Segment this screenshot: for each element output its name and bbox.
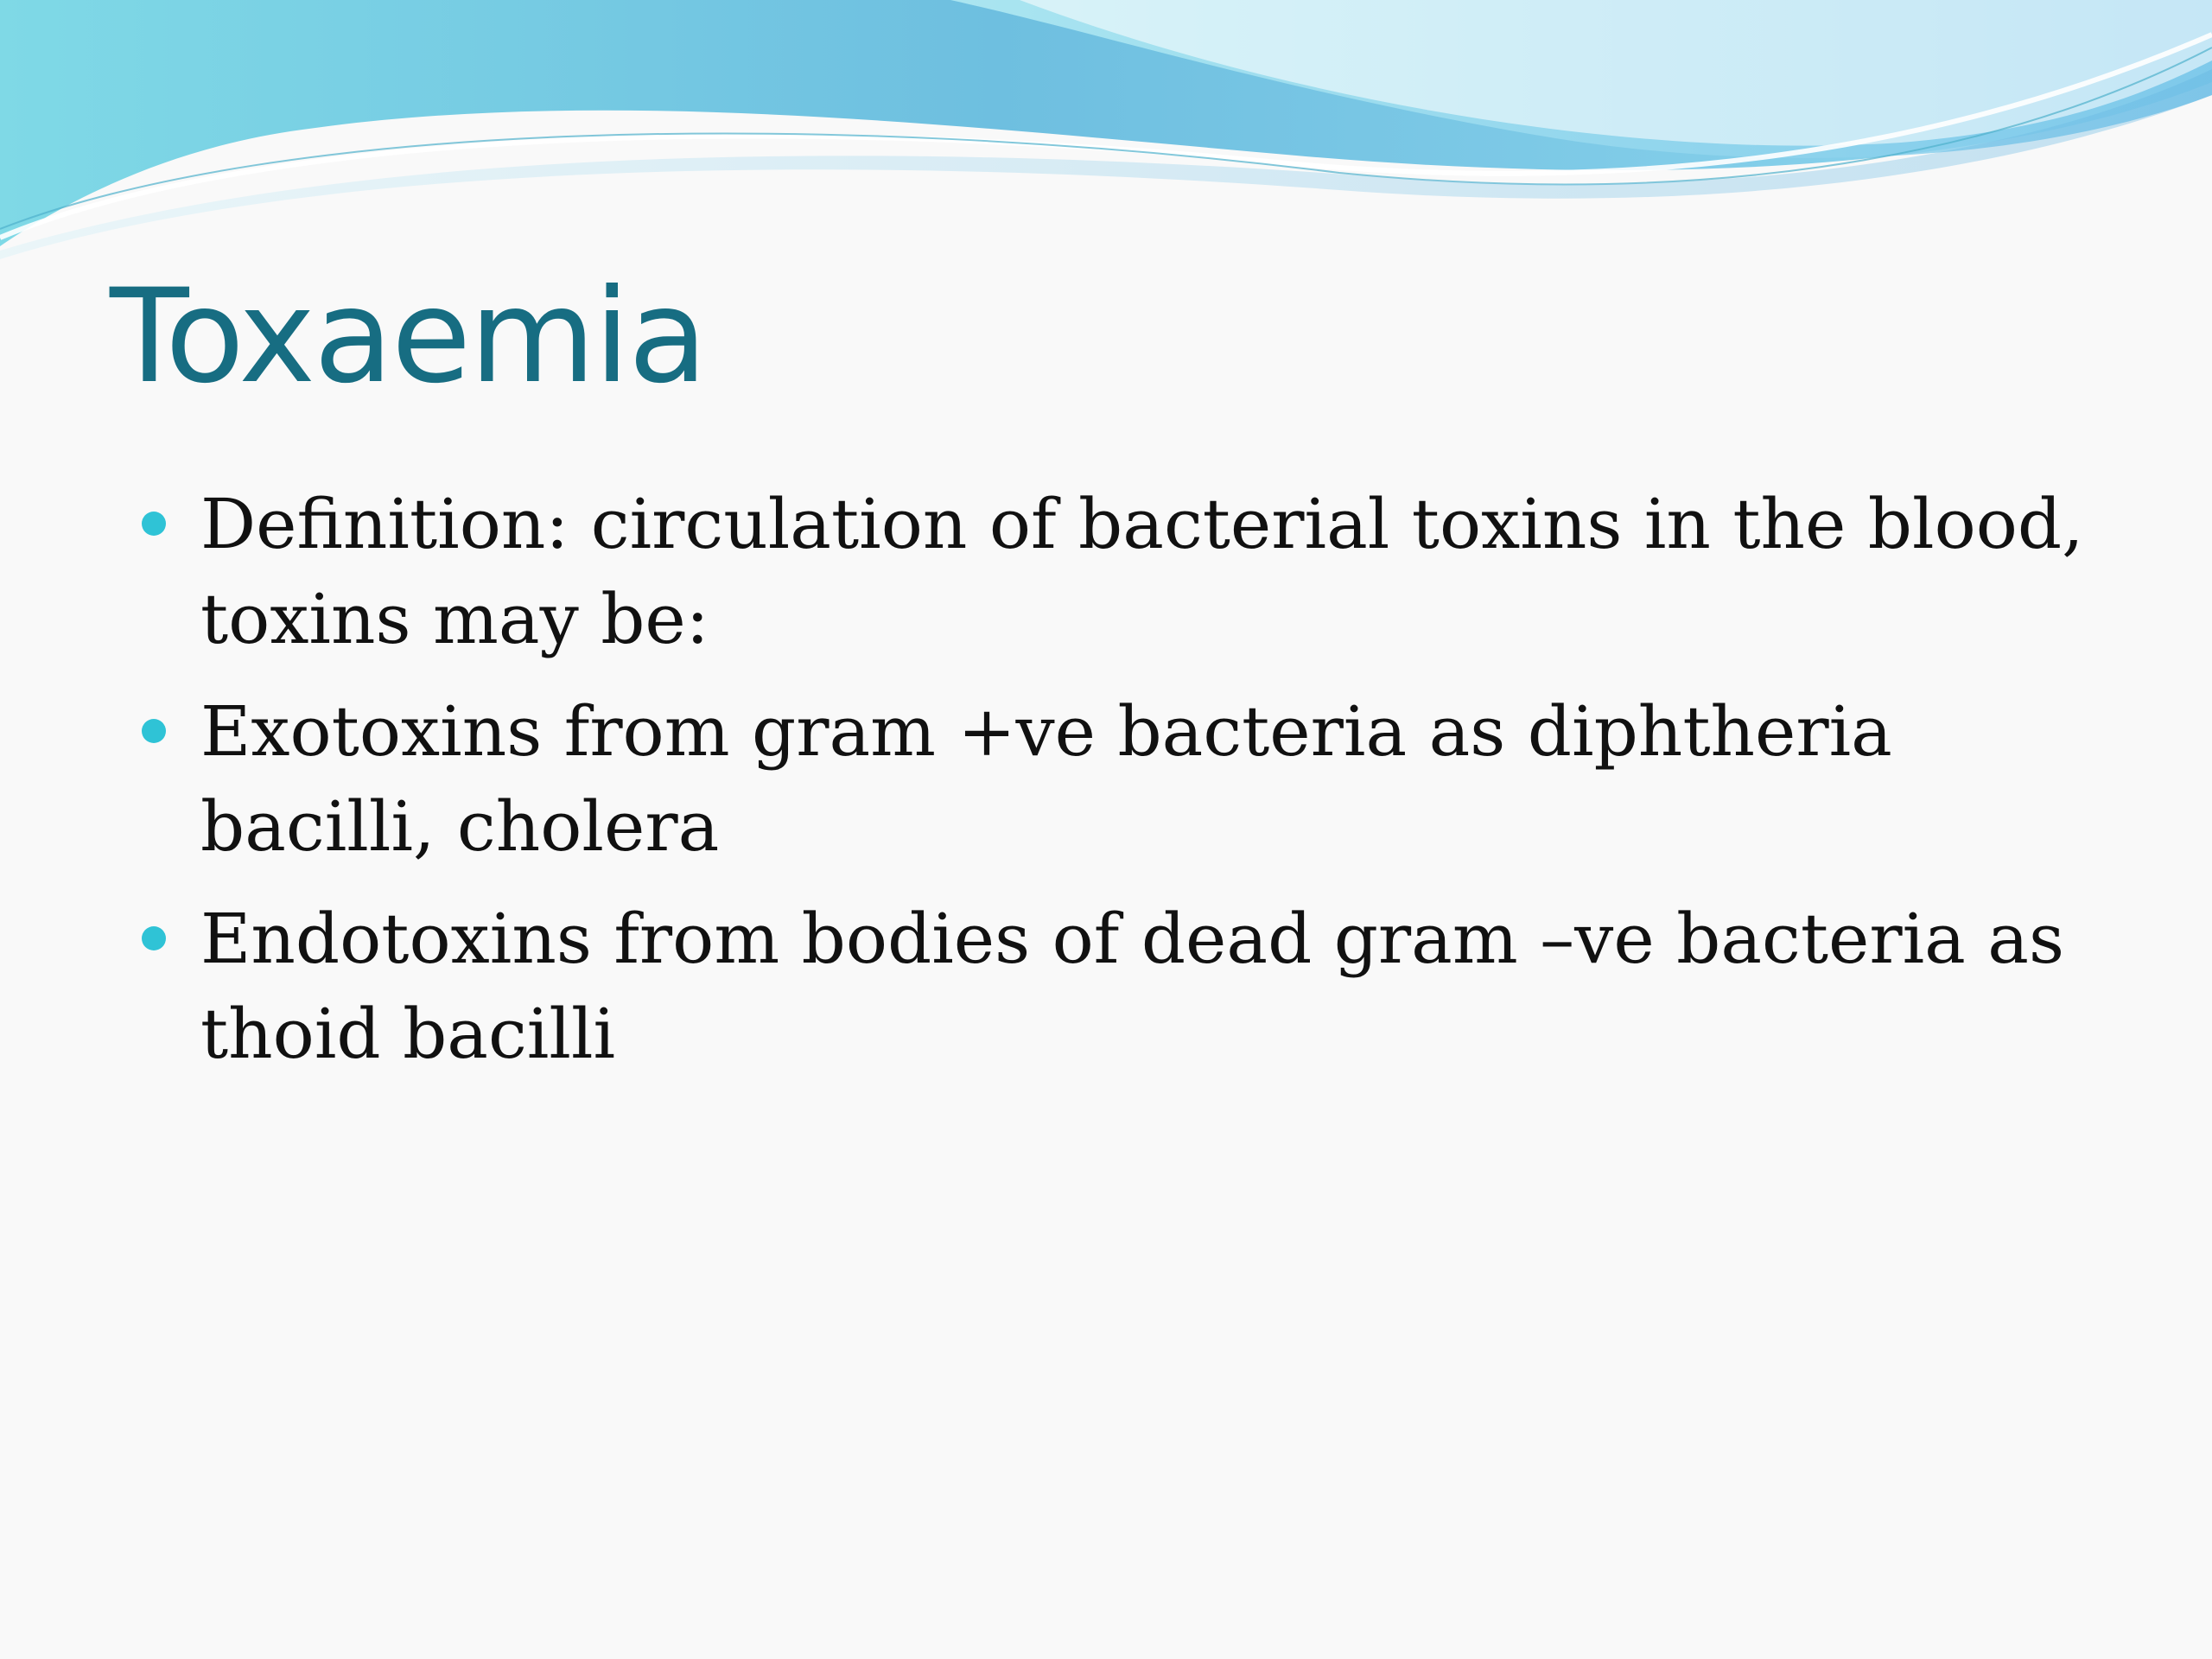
header-wave-decoration [0,0,2212,259]
bullet-item [138,684,2108,874]
bullet-dot-icon [142,926,166,950]
bullet-dot-icon [142,512,166,536]
bullet-item [138,477,2108,667]
slide-title: Toxaemia [110,262,706,412]
bullet-text: Exotoxins from gram +ve bacteria as diphtheria bacilli, cholera [200,691,1892,867]
bullet-text: Endotoxins from bodies of dead gram –ve bacteria as thoid bacilli [200,899,2065,1074]
bullet-list [138,477,2108,1099]
bullet-item [138,892,2108,1082]
bullet-dot-icon [142,719,166,743]
bullet-text: Definition: circulation of bacterial toxins in the blood, toxins may be: [200,484,2084,659]
